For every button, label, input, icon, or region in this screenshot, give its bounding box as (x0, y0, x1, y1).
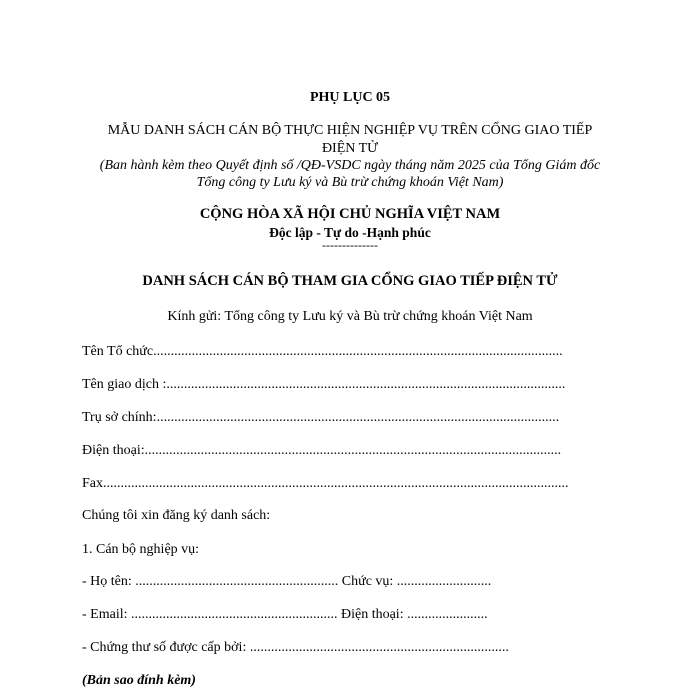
email-phone-field: - Email: ........................................................... Điện thoại: ....................... (82, 607, 488, 622)
intro-text: Chúng tôi xin đăng ký danh sách: (82, 508, 271, 523)
national-motto: Độc lập - Tự do -Hạnh phúc (269, 225, 431, 240)
org-name-field: Tên Tổ chức..................................................................................................................... (82, 344, 563, 359)
list-heading: DANH SÁCH CÁN BỘ THAM GIA CỔNG GIAO TIẾP ĐIỆN TỬ (142, 273, 558, 289)
appendix-label: PHỤ LỤC 05 (309, 90, 391, 105)
recipient-line: Kính gửi: Tổng công ty Lưu ký và Bù trừ chứng khoán Việt Nam (167, 309, 533, 324)
motto-divider: -------------- (322, 238, 378, 252)
issued-note-line-1: (Ban hành kèm theo Quyết định số /QĐ-VSDC ngày tháng năm 2025 của Tổng Giám đốc (99, 158, 601, 173)
certificate-issuer-field: - Chứng thư số được cấp bởi: .......................................................................... (82, 640, 509, 655)
phone-field: Điện thoại:....................................................................................................................... (82, 443, 562, 458)
head-office-field: Trụ sở chính:................................................................................................................... (82, 410, 560, 425)
fax-field: Fax..................................................................................................................................... (82, 476, 569, 491)
form-title-line-1: MẪU DANH SÁCH CÁN BỘ THỰC HIỆN NGHIỆP VỤ TRÊN CỔNG GIAO TIẾP (107, 123, 593, 138)
name-position-field: - Họ tên: .......................................................... Chức vụ: ........................... (82, 574, 492, 589)
attachment-note: (Bản sao đính kèm) (82, 673, 196, 688)
issued-note-line-2: Tổng công ty Lưu ký và Bù trừ chứng khoán Việt Nam) (196, 175, 504, 190)
form-title-line-2: ĐIỆN TỬ (321, 141, 379, 156)
national-title: CỘNG HÒA XÃ HỘI CHỦ NGHĨA VIỆT NAM (199, 206, 501, 222)
section-1-label: 1. Cán bộ nghiệp vụ: (82, 542, 200, 557)
trade-name-field: Tên giao dịch :.................................................................................................................. (82, 377, 566, 392)
